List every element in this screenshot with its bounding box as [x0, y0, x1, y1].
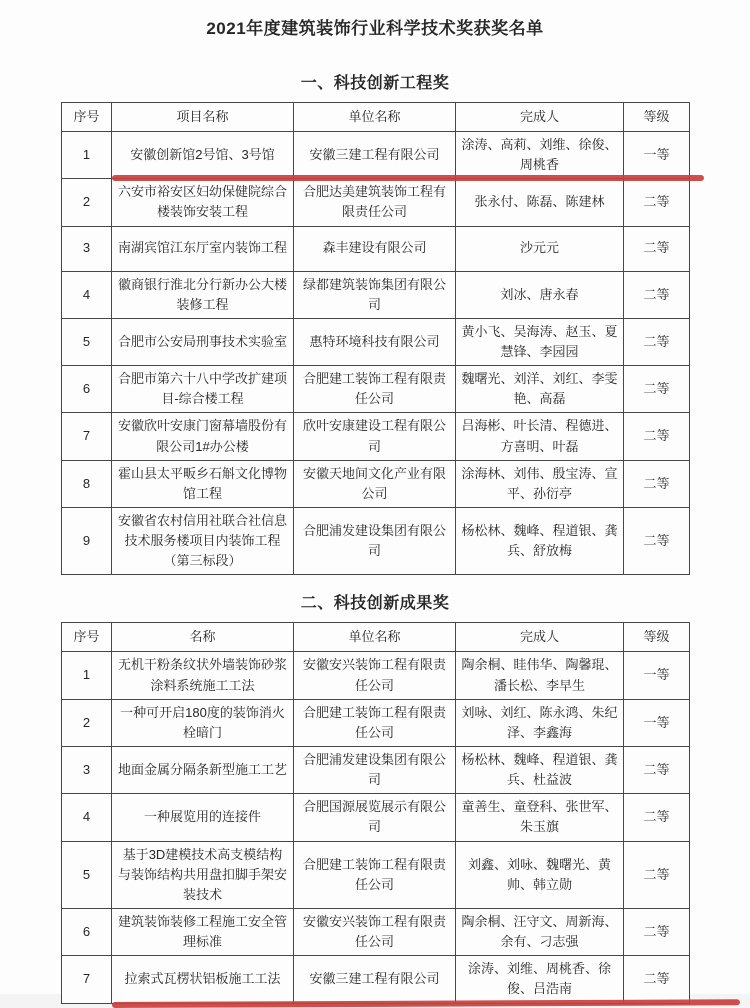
unit-name-cell: 合肥达美建筑装饰工程有限责任公司 — [294, 179, 456, 226]
project-name-cell: 徽商银行淮北分行新办公大楼装修工程 — [112, 271, 294, 318]
grade-cell: 二等 — [624, 507, 690, 574]
grade-cell: 二等 — [624, 908, 690, 955]
column-header-no: 序号 — [62, 103, 112, 132]
completers-cell: 涂涛、高莉、刘维、徐俊、周桃香 — [456, 132, 624, 179]
project-name-cell: 安徽创新馆2号馆、3号馆 — [112, 132, 294, 179]
table-row — [62, 794, 690, 841]
project-name-cell: 地面金属分隔条新型施工工艺 — [112, 746, 294, 793]
unit-name-cell: 安徽安兴装饰工程有限责任公司 — [294, 652, 456, 699]
unit-name-cell: 森丰建设有限公司 — [294, 226, 456, 271]
project-name-cell: 建筑装饰装修工程施工安全管理标准 — [112, 908, 294, 955]
unit-name-cell: 欣叶安康建设工程有限公司 — [294, 413, 456, 460]
column-header-unit-name: 单位名称 — [294, 103, 456, 132]
grade-cell: 一等 — [624, 652, 690, 699]
column-header-no: 序号 — [62, 623, 112, 652]
table-row — [62, 226, 690, 271]
column-header-grade: 等级 — [624, 103, 690, 132]
completers-cell: 陶余桐、眭伟华、陶馨琨、潘长松、李早生 — [456, 652, 624, 699]
project-name-cell: 合肥市第六十八中学改扩建项目-综合楼工程 — [112, 366, 294, 413]
grade-cell: 二等 — [624, 460, 690, 507]
project-name-cell: 六安市裕安区妇幼保健院综合楼装饰安装工程 — [112, 179, 294, 226]
project-name-cell: 一种可开启180度的装饰消火栓暗门 — [112, 699, 294, 746]
award-table-achievement — [61, 622, 690, 1003]
unit-name-cell: 合肥建工装饰工程有限责任公司 — [294, 841, 456, 908]
grade-cell: 二等 — [624, 956, 690, 1003]
grade-cell: 二等 — [624, 318, 690, 365]
grade-cell: 二等 — [624, 366, 690, 413]
table-row — [62, 507, 690, 574]
table-row — [62, 179, 690, 226]
completers-cell: 沙元元 — [456, 226, 624, 271]
page-title: 2021年度建筑装饰行业科学技术奖获奖名单 — [206, 19, 544, 38]
unit-name-cell: 合肥建工装饰工程有限责任公司 — [294, 699, 456, 746]
row-number-cell: 1 — [62, 652, 112, 699]
row-number-cell: 3 — [62, 226, 112, 271]
grade-cell: 二等 — [624, 841, 690, 908]
award-table-engineering — [61, 102, 690, 575]
project-name-cell: 南湖宾馆江东厅室内装饰工程 — [112, 226, 294, 271]
grade-cell: 二等 — [624, 746, 690, 793]
project-name-cell: 安徽省农村信用社联合社信息技术服务楼项目内装饰工程（第三标段） — [112, 507, 294, 574]
table-row — [62, 956, 690, 1003]
project-name-cell: 一种展览用的连接件 — [112, 794, 294, 841]
column-header-project-name: 名称 — [112, 623, 294, 652]
row-number-cell: 9 — [62, 507, 112, 574]
project-name-cell: 安徽欣叶安康门窗幕墙股份有限公司1#办公楼 — [112, 413, 294, 460]
unit-name-cell: 合肥浦发建设集团有限公司 — [294, 507, 456, 574]
row-number-cell: 4 — [62, 271, 112, 318]
unit-name-cell: 安徽安兴装饰工程有限责任公司 — [294, 908, 456, 955]
grade-cell: 二等 — [624, 179, 690, 226]
completers-cell: 涂海林、刘伟、殷宝涛、宣平、孙衍亭 — [456, 460, 624, 507]
grade-cell: 二等 — [624, 271, 690, 318]
table-row — [62, 132, 690, 179]
column-header-completers: 完成人 — [456, 103, 624, 132]
grade-cell: 二等 — [624, 794, 690, 841]
project-name-cell: 拉索式瓦楞状铝板施工工法 — [112, 956, 294, 1003]
project-name-cell: 合肥市公安局刑事技术实验室 — [112, 318, 294, 365]
column-header-project-name: 项目名称 — [112, 103, 294, 132]
grade-cell: 一等 — [624, 699, 690, 746]
row-number-cell: 3 — [62, 746, 112, 793]
completers-cell: 黄小飞、吴海涛、赵玉、夏慧锋、李园园 — [456, 318, 624, 365]
unit-name-cell: 安徽天地间文化产业有限公司 — [294, 460, 456, 507]
row-number-cell: 2 — [62, 699, 112, 746]
unit-name-cell: 合肥国源展览展示有限公司 — [294, 794, 456, 841]
table-row — [62, 413, 690, 460]
completers-cell: 杨松林、魏峰、程道银、龚兵、杜益波 — [456, 746, 624, 793]
table-row — [62, 271, 690, 318]
unit-name-cell: 安徽三建工程有限公司 — [294, 956, 456, 1003]
table-row — [62, 318, 690, 365]
completers-cell: 陶余桐、汪守文、周新海、余有、刁志强 — [456, 908, 624, 955]
column-header-grade: 等级 — [624, 623, 690, 652]
project-name-cell: 霍山县太平畈乡石斛文化博物馆工程 — [112, 460, 294, 507]
table-row — [62, 908, 690, 955]
grade-cell: 二等 — [624, 226, 690, 271]
grade-cell: 二等 — [624, 413, 690, 460]
section-innovation-achievement-award — [0, 590, 750, 1003]
grade-cell: 一等 — [624, 132, 690, 179]
table-row — [62, 366, 690, 413]
completers-cell: 涂涛、刘维、周桃香、徐俊、吕浩南 — [456, 956, 624, 1003]
row-number-cell: 5 — [62, 841, 112, 908]
project-name-cell: 基于3D建模技术高支模结构与装饰结构共用盘扣脚手架安装技术 — [112, 841, 294, 908]
completers-cell: 童善生、童登科、张世军、朱玉旗 — [456, 794, 624, 841]
table-header-row — [62, 103, 690, 132]
completers-cell: 刘冰、唐永春 — [456, 271, 624, 318]
unit-name-cell: 合肥浦发建设集团有限公司 — [294, 746, 456, 793]
section-heading: 二、科技创新成果奖 — [300, 595, 450, 613]
completers-cell: 张永付、陈磊、陈建林 — [456, 179, 624, 226]
column-header-unit-name: 单位名称 — [294, 623, 456, 652]
unit-name-cell: 安徽三建工程有限公司 — [294, 132, 456, 179]
table-row — [62, 746, 690, 793]
table-row — [62, 460, 690, 507]
unit-name-cell: 惠特环境科技有限公司 — [294, 318, 456, 365]
row-number-cell: 1 — [62, 132, 112, 179]
table-row — [62, 841, 690, 908]
section-innovation-engineering-award — [0, 70, 750, 575]
completers-cell: 刘咏、刘红、陈永鸿、朱纪泽、李鑫海 — [456, 699, 624, 746]
completers-cell: 吕海彬、叶长清、程德进、方喜明、叶磊 — [456, 413, 624, 460]
completers-cell: 魏曙光、刘洋、刘红、李雯艳、高磊 — [456, 366, 624, 413]
row-number-cell: 5 — [62, 318, 112, 365]
column-header-completers: 完成人 — [456, 623, 624, 652]
row-number-cell: 4 — [62, 794, 112, 841]
completers-cell: 刘鑫、刘咏、魏曙光、黄帅、韩立勋 — [456, 841, 624, 908]
row-number-cell: 2 — [62, 179, 112, 226]
section-heading: 一、科技创新工程奖 — [300, 75, 450, 92]
project-name-cell: 无机干粉条纹状外墙装饰砂浆涂料系统施工工法 — [112, 652, 294, 699]
completers-cell: 杨松林、魏峰、程道银、龚兵、舒放梅 — [456, 507, 624, 574]
table-row — [62, 652, 690, 699]
row-number-cell: 8 — [62, 460, 112, 507]
table-row — [62, 699, 690, 746]
row-number-cell: 6 — [62, 366, 112, 413]
row-number-cell: 7 — [62, 956, 112, 1003]
row-number-cell: 6 — [62, 908, 112, 955]
unit-name-cell: 绿都建筑装饰集团有限公司 — [294, 271, 456, 318]
unit-name-cell: 合肥建工装饰工程有限责任公司 — [294, 366, 456, 413]
row-number-cell: 7 — [62, 413, 112, 460]
table-header-row — [62, 623, 690, 652]
